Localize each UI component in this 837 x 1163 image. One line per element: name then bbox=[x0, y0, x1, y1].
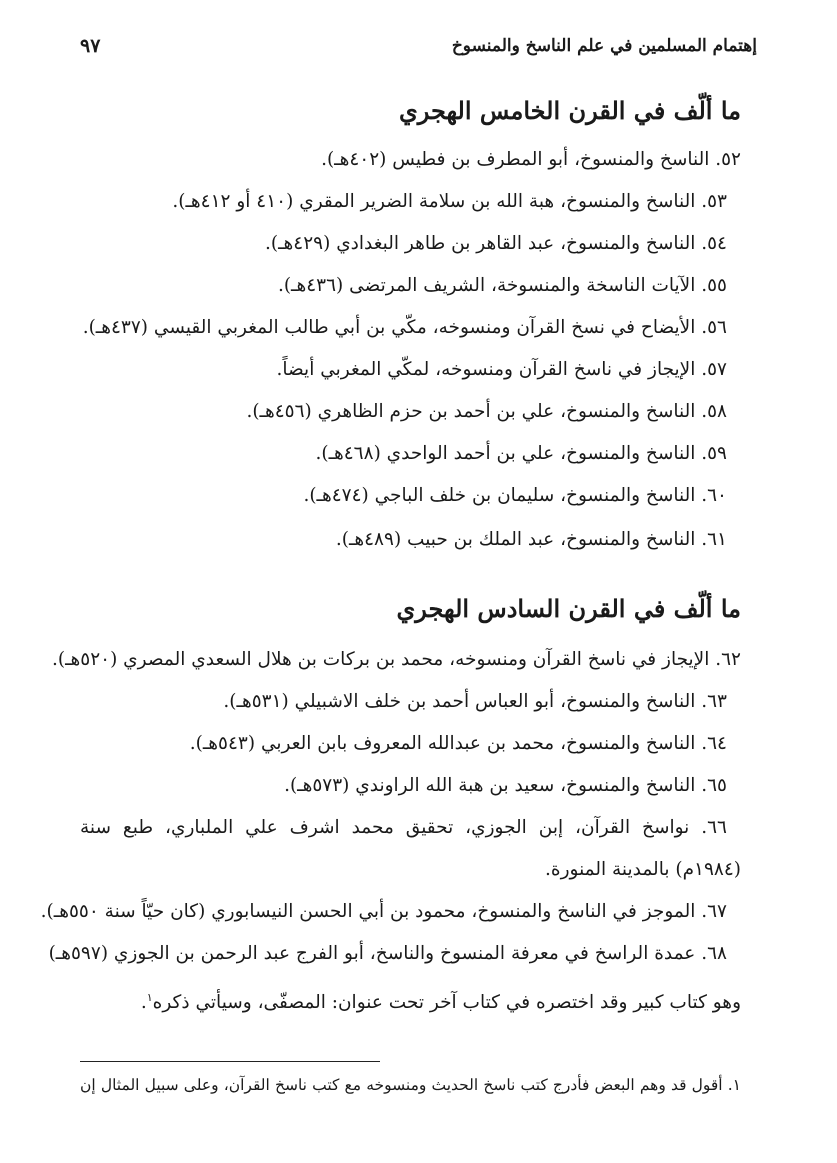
page-number: ٩٧ bbox=[80, 35, 101, 57]
list-item: ٦٠. الناسخ والمنسوخ، سليمان بن خلف الباجي (٤٧٤هـ). bbox=[303, 485, 727, 506]
footnote-divider bbox=[80, 1061, 380, 1062]
list-item: ٥٩. الناسخ والمنسوخ، علي بن أحمد الواحدي (٤٦٨هـ). bbox=[315, 443, 727, 464]
list-item: ٦٣. الناسخ والمنسوخ، أبو العباس أحمد بن خلف الاشبيلي (٥٣١هـ). bbox=[223, 691, 727, 712]
list-item: ٥٣. الناسخ والمنسوخ، هبة الله بن سلامة الضرير المقري (٤١٠ أو ٤١٢هـ). bbox=[172, 191, 727, 212]
list-item: ٦٥. الناسخ والمنسوخ، سعيد بن هبة الله الراوندي (٥٧٣هـ). bbox=[284, 775, 727, 796]
list-item-continuation: (١٩٨٤م) بالمدينة المنورة. bbox=[545, 859, 741, 880]
section-title-fifth-century: ما ألّف في القرن الخامس الهجري bbox=[398, 96, 741, 125]
section-title-sixth-century: ما ألّف في القرن السادس الهجري bbox=[396, 594, 741, 623]
list-item: ٦٧. الموجز في الناسخ والمنسوخ، محمود بن أبي الحسن النيسابوري (كان حيّاً سنة ٥٥٠هـ). bbox=[40, 901, 727, 922]
list-item: ٥٥. الآيات الناسخة والمنسوخة، الشريف المرتضى (٤٣٦هـ). bbox=[277, 275, 727, 296]
footnote: ١. أقول قد وهم البعض فأدرج كتب ناسخ الحديث ومنسوخه مع كتب ناسخ القرآن، وعلى سبيل المثال إن bbox=[80, 1076, 741, 1094]
list-item: ٥٦. الأيضاح في نسخ القرآن ومنسوخه، مكّي بن أبي طالب المغربي القيسي (٤٣٧هـ). bbox=[82, 317, 727, 338]
running-header bbox=[80, 30, 757, 62]
list-item: ٦٦. نواسخ القرآن، إبن الجوزي، تحقيق محمد اشرف علي الملباري، طبع سنة bbox=[80, 817, 727, 838]
list-item: ٦٤. الناسخ والمنسوخ، محمد بن عبدالله المعروف بابن العربي (٥٤٣هـ). bbox=[189, 733, 727, 754]
list-item: ٦٢. الإيجاز في ناسخ القرآن ومنسوخه، محمد بن بركات بن هلال السعدي المصري (٥٢٠هـ). bbox=[51, 649, 741, 670]
list-item: ٥٤. الناسخ والمنسوخ، عبد القاهر بن طاهر البغدادي (٤٢٩هـ). bbox=[265, 233, 727, 254]
list-item: ٦١. الناسخ والمنسوخ، عبد الملك بن حبيب (٤٨٩هـ). bbox=[335, 529, 727, 550]
list-item-continuation: وهو كتاب كبير وقد اختصره في كتاب آخر تحت عنوان: المصفّى، وسيأتي ذكره$^١$. bbox=[140, 991, 741, 1014]
footnote-marker: ١ bbox=[146, 991, 153, 1004]
running-title: إهتمام المسلمين في علم الناسخ والمنسوخ bbox=[451, 36, 757, 56]
continuation-text: وهو كتاب كبير وقد اختصره في كتاب آخر تحت عنوان: المصفّى، وسيأتي ذكره bbox=[152, 992, 741, 1014]
list-item: ٥٧. الإيجاز في ناسخ القرآن ومنسوخه، لمكّي المغربي أيضاً. bbox=[276, 359, 727, 380]
list-item: ٥٨. الناسخ والمنسوخ، علي بن أحمد بن حزم الظاهري (٤٥٦هـ). bbox=[246, 401, 727, 422]
list-item: ٥٢. الناسخ والمنسوخ، أبو المطرف بن فطيس (٤٠٢هـ). bbox=[321, 149, 741, 170]
list-item: ٦٨. عمدة الراسخ في معرفة المنسوخ والناسخ، أبو الفرج عبد الرحمن بن الجوزي (٥٩٧هـ) bbox=[48, 943, 727, 964]
